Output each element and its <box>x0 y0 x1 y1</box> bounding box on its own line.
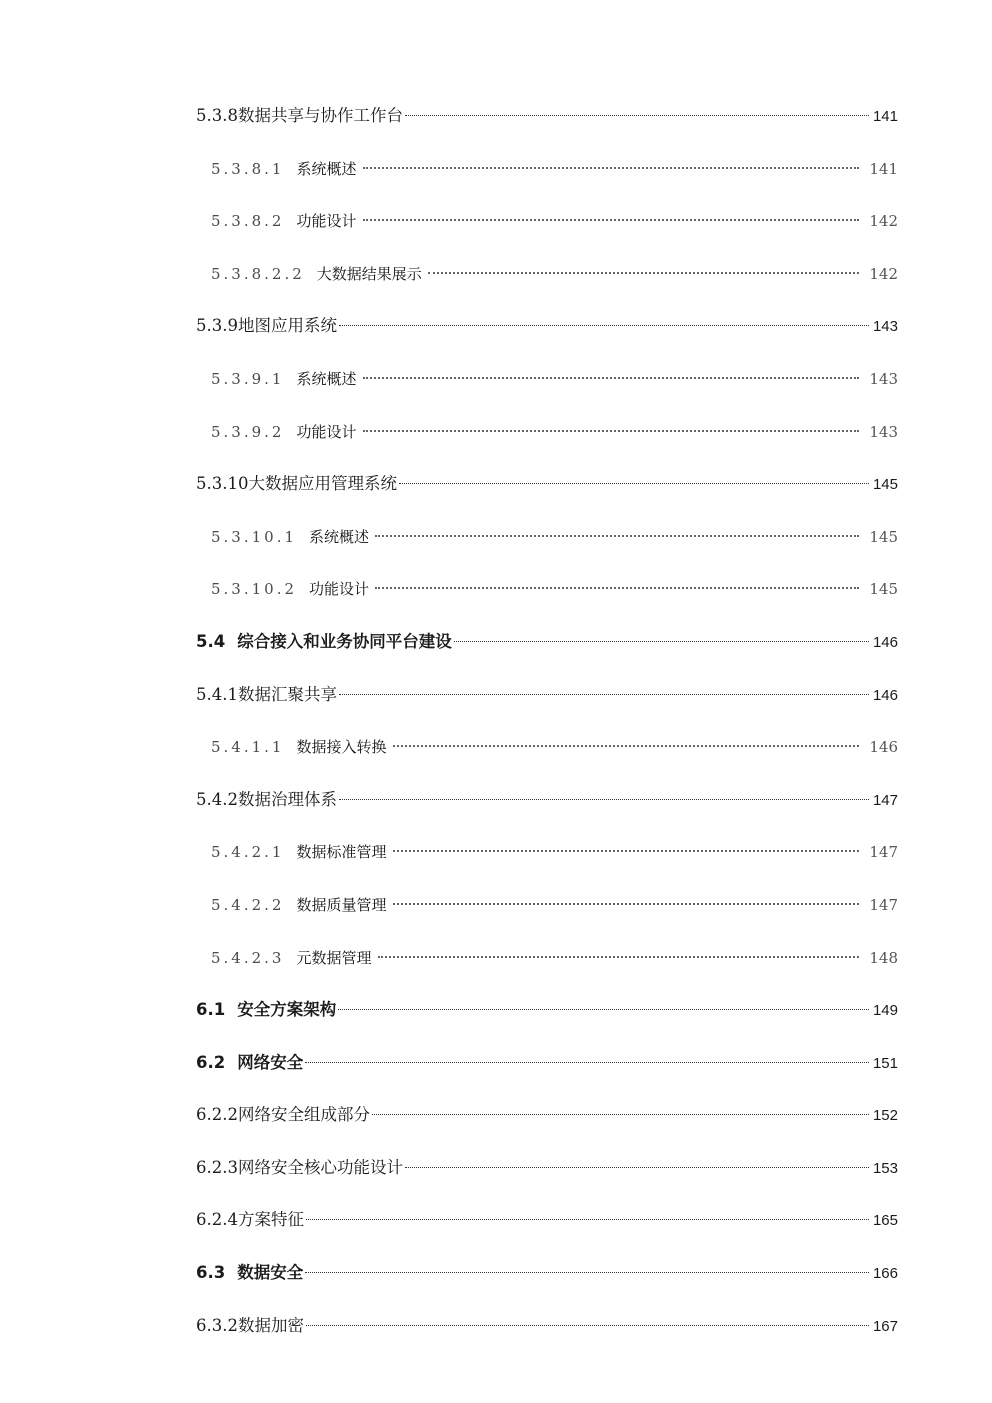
toc-page-number: 146 <box>872 686 898 704</box>
dot-leader <box>378 956 860 958</box>
toc-entry[interactable] <box>196 832 898 885</box>
toc-entry[interactable] <box>196 780 898 833</box>
toc-number: 5.3.10.1 <box>211 527 298 546</box>
toc-entry[interactable] <box>196 96 898 149</box>
toc-title: 网络安全组成部分 <box>237 1105 370 1125</box>
dot-leader <box>363 430 860 432</box>
toc-number: 6.2.3 <box>196 1157 238 1177</box>
toc-title: 数据接入转换 <box>296 738 387 757</box>
toc-entry[interactable] <box>196 990 898 1043</box>
toc-entry[interactable] <box>196 201 898 254</box>
toc-page-number: 145 <box>869 527 898 546</box>
dot-leader <box>305 1272 869 1273</box>
toc-title: 数据加密 <box>237 1315 304 1335</box>
dot-leader <box>454 641 869 642</box>
toc-title: 功能设计 <box>309 580 370 599</box>
toc-page-number: 165 <box>872 1212 898 1230</box>
dot-leader <box>338 1009 869 1010</box>
toc-number: 6.2 <box>196 1052 226 1072</box>
dot-leader <box>405 1167 869 1168</box>
toc-title: 综合接入和业务协同平台建设 <box>237 631 452 651</box>
dot-leader <box>339 799 869 800</box>
dot-leader <box>363 167 860 169</box>
toc-number: 5.3.10.2 <box>211 580 298 599</box>
toc-entry[interactable] <box>196 675 898 728</box>
toc-entry[interactable] <box>196 622 898 675</box>
toc-number: 5.3.8 <box>196 106 238 125</box>
toc-title: 系统概述 <box>309 527 370 546</box>
toc-page-number: 143 <box>869 369 898 388</box>
toc-entry[interactable] <box>196 727 898 780</box>
toc-page-number: 147 <box>869 895 898 914</box>
toc-title: 网络安全 <box>237 1052 304 1072</box>
toc-page-number: 166 <box>872 1265 898 1283</box>
toc-number: 6.2.4 <box>196 1210 238 1230</box>
toc-page-number: 142 <box>869 264 898 283</box>
toc-title: 大数据应用管理系统 <box>248 474 397 494</box>
toc-number: 6.2.2 <box>196 1105 238 1125</box>
toc-page-number: 151 <box>872 1054 898 1072</box>
toc-page-number: 153 <box>872 1159 898 1177</box>
toc-page-number: 145 <box>872 476 898 494</box>
toc-number: 5.3.9 <box>196 316 238 336</box>
toc-title: 数据汇聚共享 <box>237 684 337 704</box>
toc-entry[interactable] <box>196 517 898 570</box>
toc-title: 元数据管理 <box>296 948 372 967</box>
table-of-contents <box>196 96 898 1358</box>
toc-entry[interactable] <box>196 306 898 359</box>
dot-leader <box>393 745 860 747</box>
toc-entry[interactable] <box>196 1200 898 1253</box>
toc-entry[interactable] <box>196 464 898 517</box>
dot-leader <box>363 219 860 221</box>
toc-number: 5.4.1.1 <box>211 738 285 757</box>
dot-leader <box>393 903 860 905</box>
toc-page-number: 143 <box>872 318 898 336</box>
toc-title: 功能设计 <box>296 422 357 441</box>
toc-entry[interactable] <box>196 359 898 412</box>
toc-title: 数据质量管理 <box>296 895 387 914</box>
toc-title: 大数据结果展示 <box>316 264 422 283</box>
toc-page-number: 141 <box>869 159 898 178</box>
dot-leader <box>405 115 869 116</box>
toc-title: 网络安全核心功能设计 <box>237 1157 403 1177</box>
toc-title: 方案特征 <box>237 1210 304 1230</box>
toc-title: 数据安全 <box>237 1263 304 1283</box>
dot-leader <box>375 587 859 589</box>
toc-number: 6.1 <box>196 1000 226 1020</box>
dot-leader <box>375 535 859 537</box>
toc-number: 5.3.8.1 <box>211 159 285 178</box>
toc-title: 功能设计 <box>296 212 357 231</box>
toc-entry[interactable] <box>196 938 898 991</box>
dot-leader <box>372 1114 869 1115</box>
toc-number: 6.3 <box>196 1263 226 1283</box>
dot-leader <box>339 325 869 326</box>
toc-entry[interactable] <box>196 1253 898 1306</box>
toc-page-number: 141 <box>872 108 898 125</box>
toc-entry[interactable] <box>196 569 898 622</box>
dot-leader <box>393 850 860 852</box>
toc-number: 5.4.2 <box>196 789 238 809</box>
toc-page-number: 146 <box>869 738 898 757</box>
toc-page-number: 142 <box>869 212 898 231</box>
dot-leader <box>306 1325 869 1326</box>
toc-title: 数据共享与协作工作台 <box>237 106 403 125</box>
toc-number: 5.4.2.3 <box>211 948 285 967</box>
toc-page-number: 146 <box>872 633 898 651</box>
toc-entry[interactable] <box>196 1148 898 1201</box>
toc-number: 5.4 <box>196 631 226 651</box>
toc-entry[interactable] <box>196 412 898 465</box>
dot-leader <box>363 377 860 379</box>
toc-entry[interactable] <box>196 1043 898 1096</box>
dot-leader <box>339 694 869 695</box>
toc-entry[interactable] <box>196 1306 898 1359</box>
toc-entry[interactable] <box>196 1095 898 1148</box>
toc-title: 系统概述 <box>296 369 357 388</box>
toc-page-number: 147 <box>869 843 898 862</box>
toc-number: 5.3.9.2 <box>211 422 285 441</box>
toc-title: 系统概述 <box>296 159 357 178</box>
toc-page-number: 148 <box>869 948 898 967</box>
toc-page-number: 143 <box>869 422 898 441</box>
toc-number: 5.3.8.2.2 <box>211 264 305 283</box>
dot-leader <box>306 1219 869 1220</box>
toc-page-number: 152 <box>872 1107 898 1125</box>
dot-leader <box>305 1062 869 1063</box>
toc-page-number: 145 <box>869 580 898 599</box>
dot-leader <box>428 272 860 274</box>
toc-number: 6.3.2 <box>196 1315 238 1335</box>
toc-number: 5.4.2.2 <box>211 895 285 914</box>
toc-title: 地图应用系统 <box>237 316 337 336</box>
toc-entry[interactable] <box>196 254 898 307</box>
toc-title: 安全方案架构 <box>237 1000 337 1020</box>
toc-page-number: 147 <box>872 791 898 809</box>
toc-number: 5.3.10 <box>196 474 249 494</box>
dot-leader <box>399 483 869 484</box>
toc-page-number: 167 <box>872 1317 898 1335</box>
toc-number: 5.3.9.1 <box>211 369 285 388</box>
toc-number: 5.4.2.1 <box>211 843 285 862</box>
toc-number: 5.4.1 <box>196 684 238 704</box>
toc-entry[interactable] <box>196 885 898 938</box>
toc-entry[interactable] <box>196 149 898 202</box>
toc-title: 数据标准管理 <box>296 843 387 862</box>
toc-number: 5.3.8.2 <box>211 212 285 231</box>
toc-page-number: 149 <box>872 1002 898 1020</box>
toc-title: 数据治理体系 <box>237 789 337 809</box>
